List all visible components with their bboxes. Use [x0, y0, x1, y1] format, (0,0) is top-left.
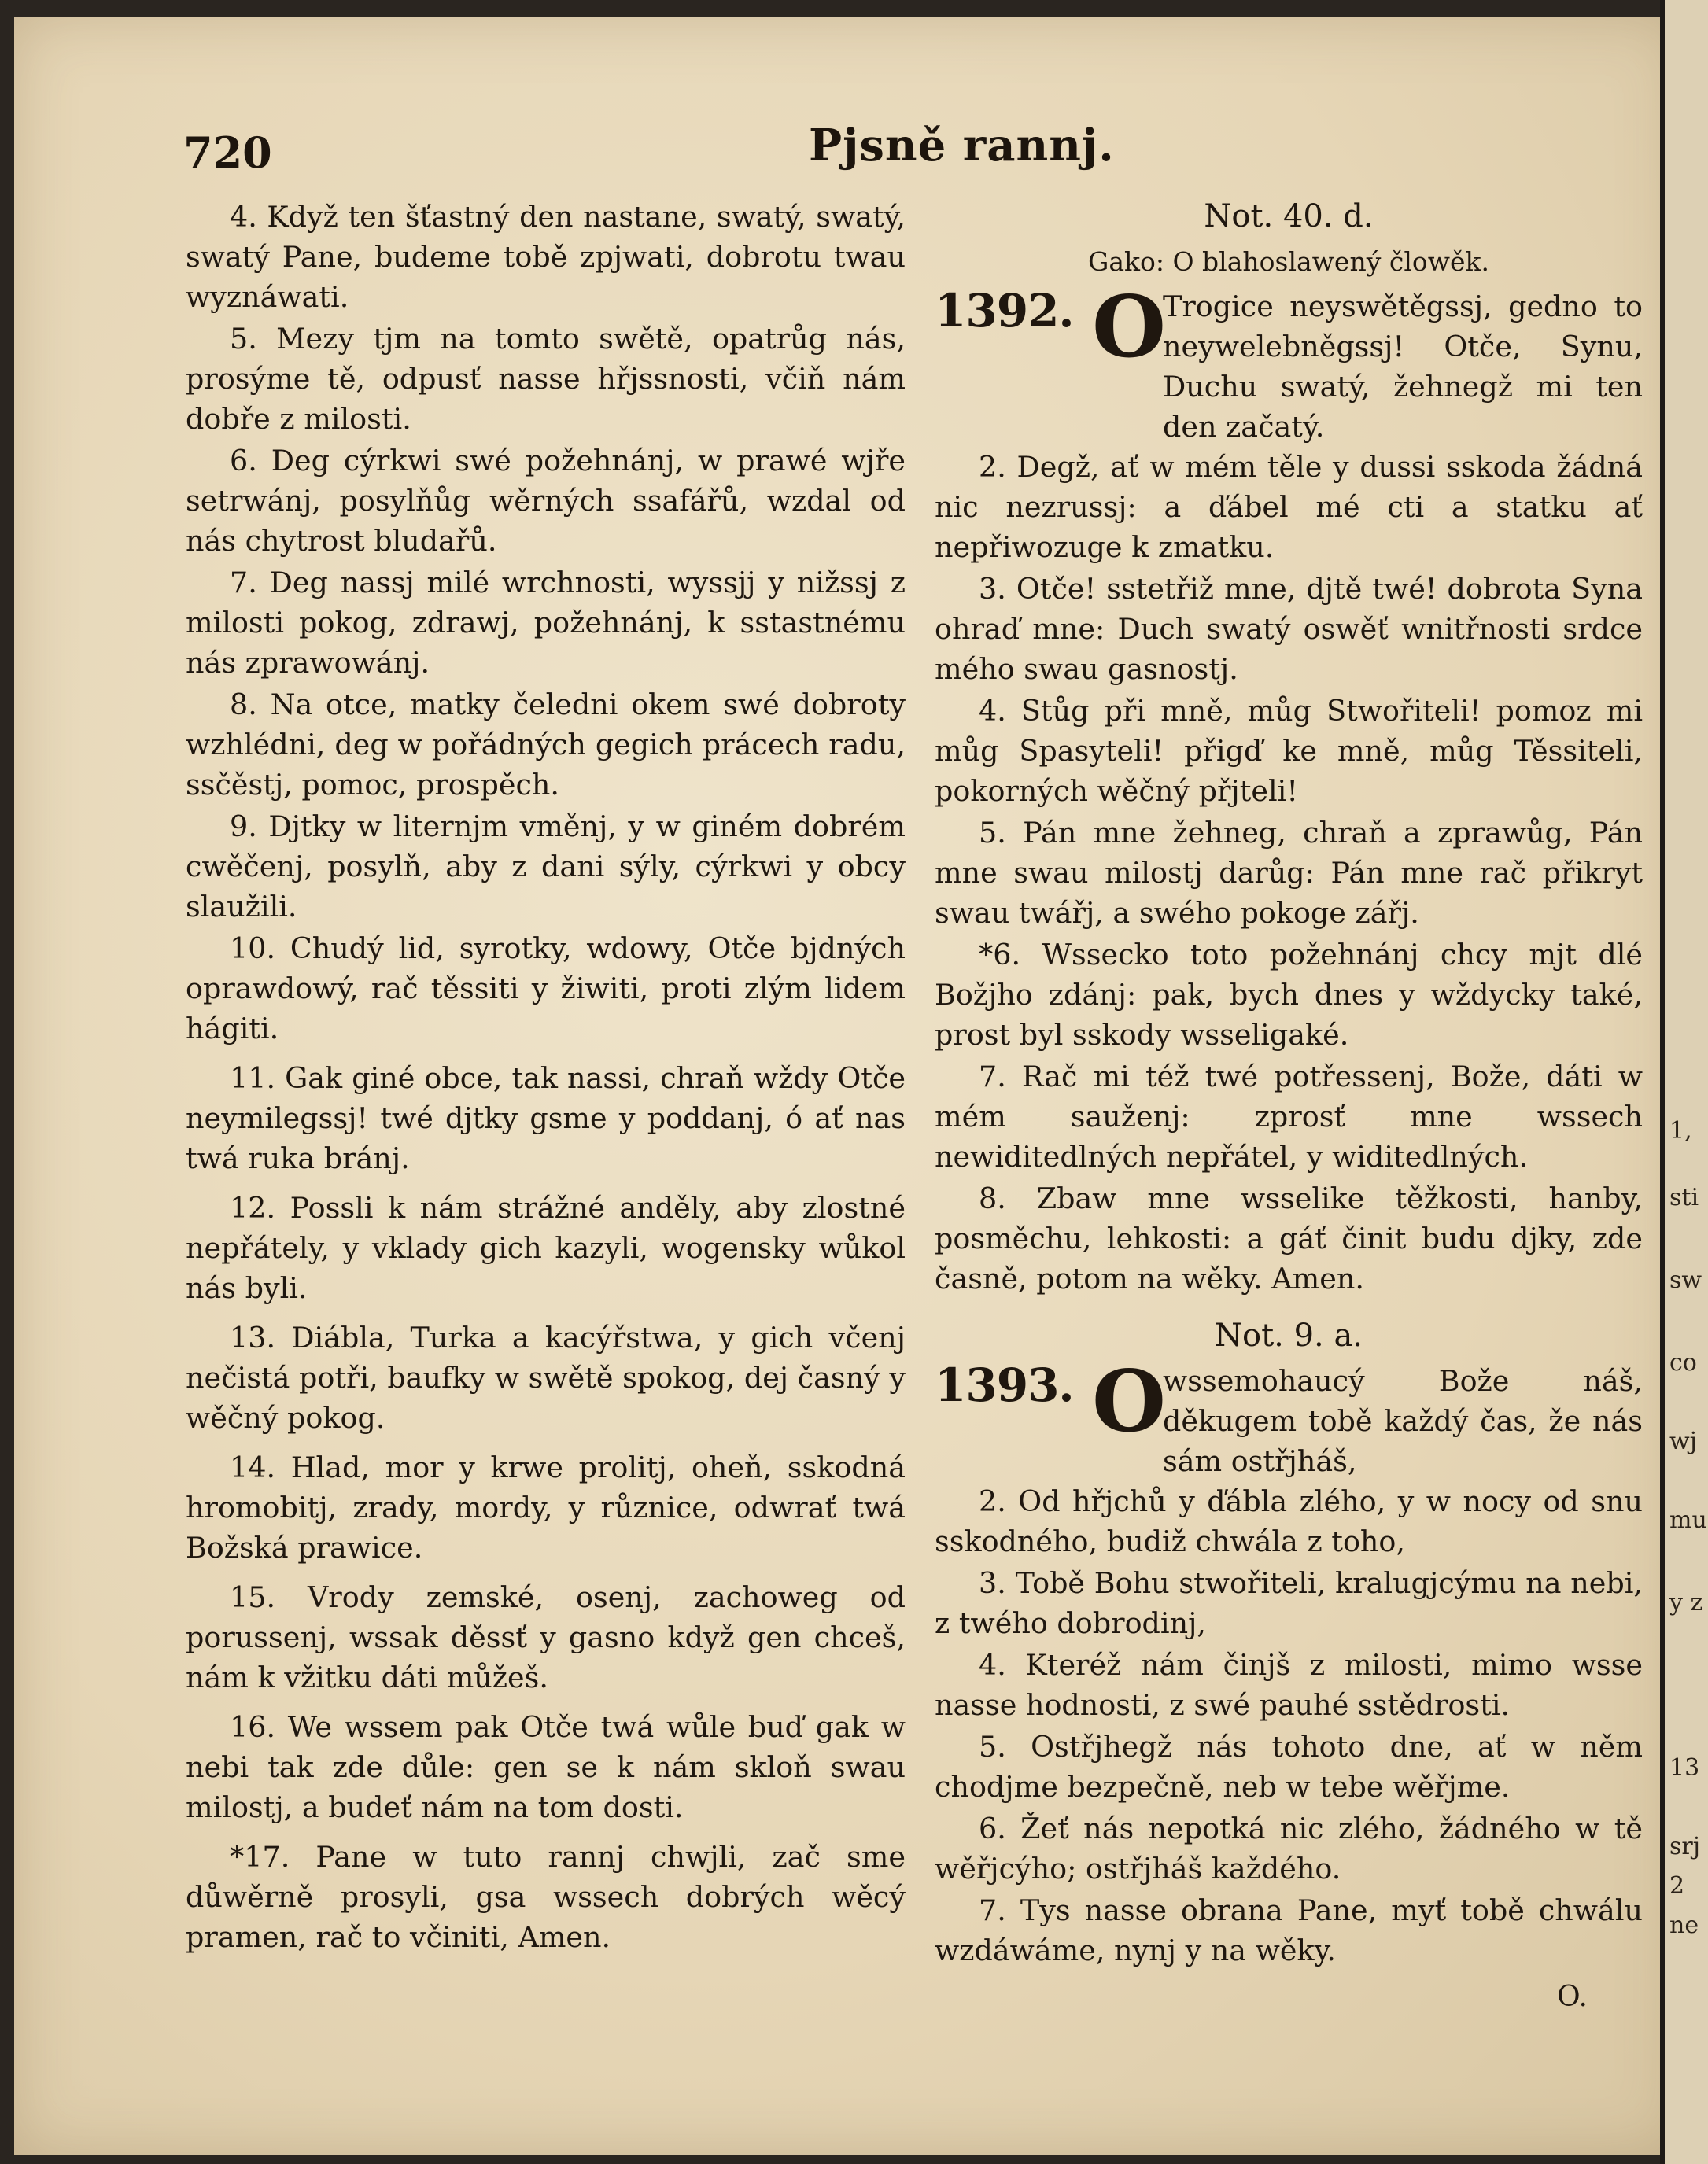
next-page-fragment: co	[1669, 1349, 1697, 1377]
hymn-note: Not. 9. a.	[1214, 1318, 1363, 1354]
hymn-note: Not. 40. d.	[1204, 198, 1374, 234]
verse: 2. Degž, ať w mém těle y dussi sskoda žádná nic nezrussj: a ďábel mé cti a statku ať nepřiwozuge k zmatku.	[935, 450, 1643, 564]
verse: 14. Hlad, mor y krwe prolitj, oheň, sskodná hromobitj, zrady, mordy, y různice, odwrať twá Božská prawice.	[186, 1451, 906, 1565]
page-number: 720	[183, 127, 272, 178]
left-column	[186, 197, 906, 1957]
verse: 9. Djtky w liternjm vměnj, y w giném dobrém cwěčenj, posylň, aby z dani sýly, cýrkwi y obcy slaužili.	[186, 809, 906, 923]
verse: 4. Stůg při mně, můg Stwořiteli! pomoz mi můg Spasyteli! přigď ke mně, můg Těssiteli, pokorných wěčný přjteli!	[935, 694, 1643, 808]
next-page-fragment: ne	[1669, 1911, 1699, 1939]
verse: 5. Ostřjhegž nás tohoto dne, ať w něm chodjme bezpečně, neb w tebe wěřjme.	[935, 1730, 1643, 1804]
verse: 6. Deg cýrkwi swé požehnánj, w prawé wjře setrwánj, posylňůg wěrných ssafářů, wzdal od nás chytrost bludařů.	[186, 444, 906, 558]
verse: *17. Pane w tuto rannj chwjli, zač sme důwěrně prosyli, gsa wssech dobrých wěcý pramen, rač to včiniti, Amen.	[186, 1840, 906, 1954]
hymn-first-verse: wssemohaucý Bože náš, děkugem tobě každý čas, že nás sám ostřjháš,	[1163, 1364, 1643, 1478]
hymn-start	[935, 1352, 1643, 1481]
next-page-fragment: 1,	[1669, 1117, 1692, 1145]
verse: 7. Rač mi též twé potřessenj, Bože, dáti w mém sauženj: zprosť mne wssech newiditedlných nepřátel, y widitedlných.	[935, 1060, 1643, 1174]
book-page	[14, 17, 1680, 2155]
right-column	[935, 197, 1643, 2045]
verse: 3. Otče! sstetřiž mne, djtě twé! dobrota Syna ohraď mne: Duch swatý oswěť wnitřnosti srdce mého swau gasnostj.	[935, 572, 1643, 686]
next-page-fragment: y z	[1669, 1589, 1703, 1617]
hymn-number: 1392.	[935, 284, 1074, 337]
page-header	[14, 120, 1680, 182]
next-page-edge	[1660, 0, 1708, 2164]
next-page-fragment: wj	[1669, 1428, 1697, 1455]
verse: 5. Mezy tjm na tomto swětě, opatrůg nás, prosýme tě, odpusť nasse hřjssnosti, včiň nám dobře z milosti.	[186, 322, 906, 436]
verse: 13. Diábla, Turka a kacýřstwa, y gich včenj nečistá potři, baufky w swětě spokog, dej časný y wěčný pokog.	[186, 1321, 906, 1435]
hymn-number: 1393.	[935, 1358, 1074, 1412]
verse: 12. Possli k nám strážné anděly, aby zlostné nepřátely, y vklady gich kazyli, wogensky wůkol nás byli.	[186, 1191, 906, 1305]
verse: 15. Vrody zemské, osenj, zachoweg od porussenj, wssak děssť y gasno když gen chceš, nám k vžitku dáti můžeš.	[186, 1580, 906, 1694]
verse: 11. Gak giné obce, tak nassi, chraň wždy Otče neymilegssj! twé djtky gsme y poddanj, ó ať nas twá ruka bránj.	[186, 1061, 906, 1175]
verse: 16. We wssem pak Otče twá wůle buď gak w nebi tak zde důle: gen se k nám skloň swau milostj, a budeť nám na tom dosti.	[186, 1710, 906, 1824]
hymn-start	[935, 278, 1643, 447]
next-page-fragment: 13	[1669, 1754, 1700, 1782]
hymn-tune: Gako: O blahoslawený člowěk.	[1087, 246, 1490, 277]
verse: 10. Chudý lid, syrotky, wdowy, Otče bjdných oprawdowý, rač těssiti y žiwiti, proti zlým lidem hágiti.	[186, 931, 906, 1045]
verse: 8. Na otce, matky čeledni okem swé dobroty wzhlédni, deg w pořádných gegich prácech radu, ssčěstj, pomoc, prospěch.	[186, 688, 906, 802]
verse: 4. Když ten šťastný den nastane, swatý, swatý, swatý Pane, budeme tobě zpjwati, dobrotu twau wyznáwati.	[186, 200, 906, 314]
verse: 7. Tys nasse obrana Pane, myť tobě chwálu wzdáwáme, nynj y na wěky.	[935, 1893, 1643, 1967]
verse: 8. Zbaw mne wsselike těžkosti, hanby, posměchu, lehkosti: a gáť činit budu djky, zde časně, potom na wěky. Amen.	[935, 1182, 1643, 1296]
verse: 4. Kteréž nám činjš z milosti, mimo wsse nasse hodnosti, z swé pauhé sstědrosti.	[935, 1648, 1643, 1722]
next-page-fragment: mu	[1669, 1506, 1707, 1534]
running-title: Pjsně rannj.	[809, 120, 1115, 171]
next-page-fragment: sti	[1669, 1184, 1699, 1211]
verse: 5. Pán mne žehneg, chraň a zprawůg, Pán mne swau milostj darůg: Pán mne rač přikryt swau twářj, a swého pokoge zářj.	[935, 816, 1643, 930]
verse: 7. Deg nassj milé wrchnosti, wyssjj y nižssj z milosti pokog, zdrawj, požehnánj, k sstastnému nás zprawowánj.	[186, 566, 906, 680]
hymn-first-verse: Trogice neyswětěgssj, gedno to neywelebněgssj! Otče, Synu, Duchu swatý, žehnegž mi ten den začatý.	[1163, 289, 1643, 444]
next-page-fragment: 2	[1669, 1872, 1685, 1900]
next-page-fragment: srj	[1669, 1833, 1701, 1860]
catchword: O.	[1557, 1981, 1588, 2013]
verse: 6. Žeť nás nepotká nic zlého, žádného w tě wěřjcýho; ostřjháš každého.	[935, 1812, 1643, 1886]
next-page-fragment: sw	[1669, 1266, 1702, 1294]
drop-cap: O	[1092, 278, 1167, 377]
verse: 3. Tobě Bohu stwořiteli, kralugjcýmu na nebi, z twého dobrodinj,	[935, 1566, 1643, 1640]
verse: *6. Wssecko toto požehnánj chcy mjt dlé Božjho zdánj: pak, bych dnes y wždycky také, prost byl sskody wsseligaké.	[935, 938, 1643, 1052]
verse: 2. Od hřjchů y ďábla zlého, y w nocy od snu sskodného, budiž chwála z toho,	[935, 1484, 1643, 1558]
drop-cap: O	[1092, 1352, 1167, 1451]
